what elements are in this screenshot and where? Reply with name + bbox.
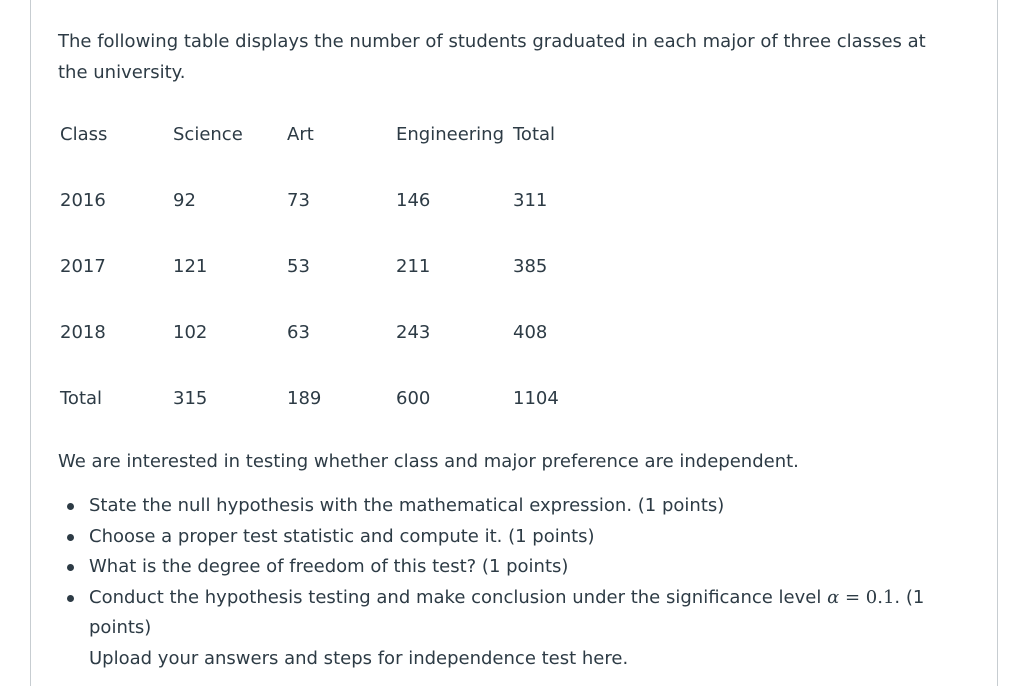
question-text: We are interested in testing whether class and major preference are independent. <box>58 451 799 472</box>
task-text: What is the degree of freedom of this test? (1 points) <box>89 556 569 577</box>
table-cell: 53 <box>287 255 310 277</box>
upload-instruction: Upload your answers and steps for independence test here. <box>89 647 629 669</box>
table-cell: 121 <box>173 255 208 277</box>
table-cell: Total <box>60 387 103 409</box>
table-row <box>58 233 573 299</box>
task-text: State the null hypothesis with the mathematical expression. (1 points) <box>89 495 725 516</box>
table-cell: 2017 <box>60 255 106 277</box>
table-cell: 408 <box>513 321 548 343</box>
bullet-icon <box>67 595 74 602</box>
table-cell: 1104 <box>513 387 559 409</box>
bullet-icon <box>67 503 74 510</box>
table-cell: 146 <box>396 189 431 211</box>
header-engineering: Engineering <box>396 123 504 145</box>
table-cell: 63 <box>287 321 310 343</box>
table-cell: 243 <box>396 321 431 343</box>
table-row <box>58 299 573 365</box>
task-list <box>58 491 938 674</box>
table-header-row <box>58 101 573 167</box>
task-text: Conduct the hypothesis testing and make conclusion under the significance level <box>89 586 828 608</box>
table-cell: 211 <box>396 255 431 277</box>
alpha-value: 0.1 <box>865 586 895 608</box>
table-cell: 102 <box>173 321 208 343</box>
table-cell: 385 <box>513 255 548 277</box>
bullet-icon <box>67 534 74 541</box>
equals-sign: = <box>839 586 866 608</box>
list-item <box>58 552 938 583</box>
table-cell: 315 <box>173 387 208 409</box>
list-item <box>58 491 938 522</box>
list-item <box>58 522 938 553</box>
header-art: Art <box>287 123 314 145</box>
task-suffix: . (1 points) <box>89 586 925 638</box>
table-cell: 2016 <box>60 189 106 211</box>
intro-text: The following table displays the number of students graduated in each major of three classes at the university. <box>58 31 926 83</box>
alpha-symbol: α <box>827 586 840 608</box>
table-cell: 92 <box>173 189 196 211</box>
task-text: Choose a proper test statistic and compute it. (1 points) <box>89 525 595 547</box>
header-class: Class <box>60 123 108 145</box>
table-row <box>58 167 573 233</box>
table-cell: 2018 <box>60 321 106 343</box>
table-cell: 73 <box>287 189 310 211</box>
table-cell: 189 <box>287 387 322 409</box>
graduates-table <box>58 101 573 431</box>
bullet-icon <box>67 564 74 571</box>
header-science: Science <box>173 123 243 145</box>
math-expression <box>827 587 894 608</box>
header-total: Total <box>513 123 556 145</box>
table-total-row <box>58 365 573 431</box>
table-cell: 600 <box>396 387 431 409</box>
list-item <box>58 583 938 675</box>
table-cell: 311 <box>513 189 548 211</box>
